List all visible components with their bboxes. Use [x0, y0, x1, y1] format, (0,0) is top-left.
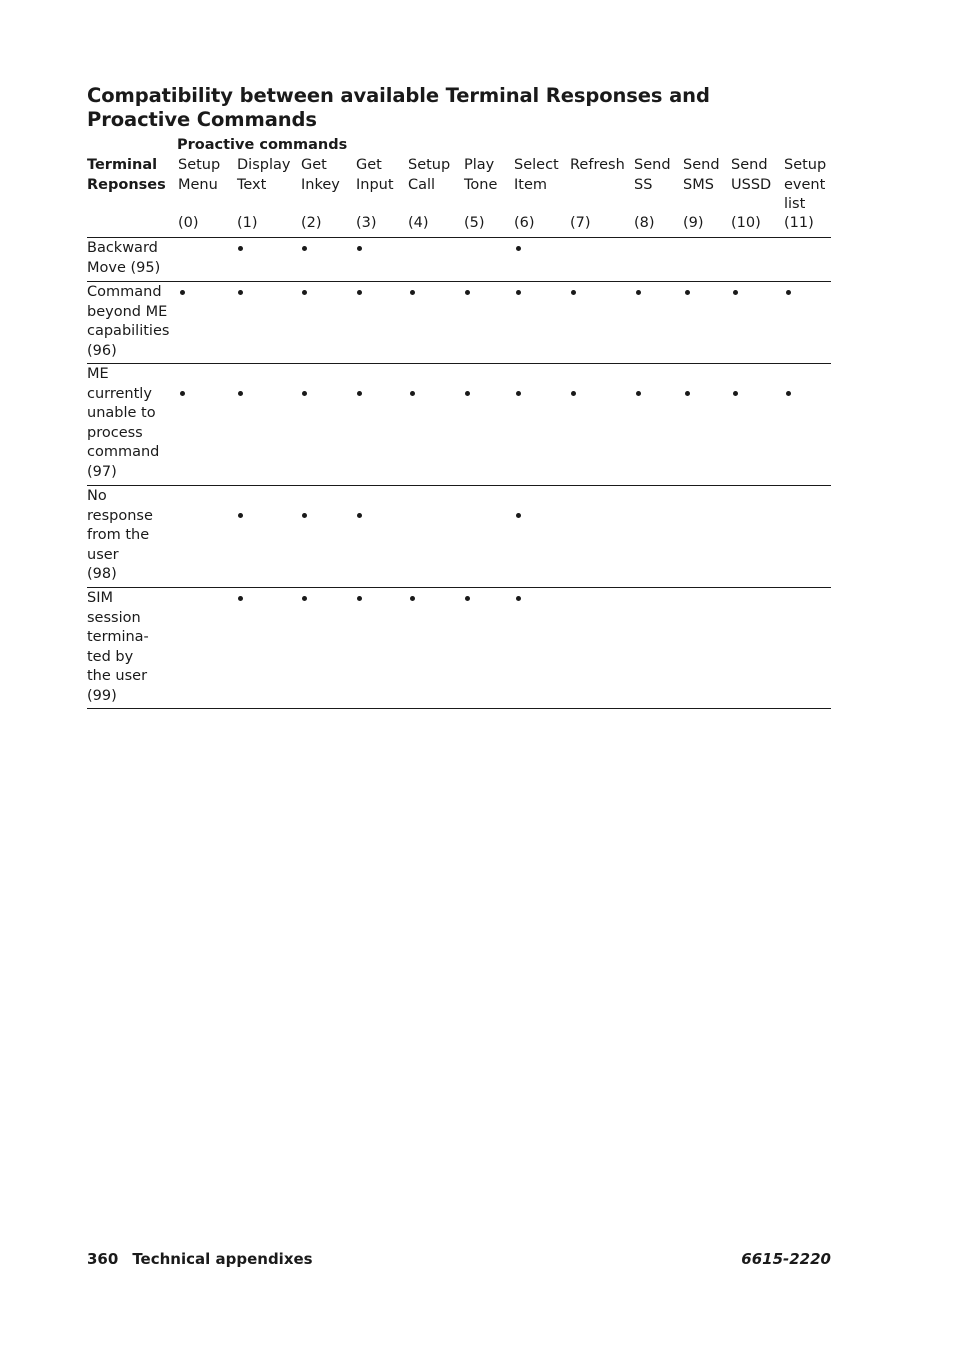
compatibility-bullet	[238, 246, 243, 251]
column-header: Refresh	[570, 157, 625, 173]
compatibility-bullet	[238, 391, 243, 396]
row-label: ME currently unable to process command (97)	[87, 366, 160, 480]
compatibility-bullet	[636, 391, 641, 396]
compatibility-bullet	[516, 513, 521, 518]
compatibility-bullet	[571, 391, 576, 396]
compatibility-bullet	[357, 596, 362, 601]
column-header: Get Input	[356, 157, 394, 193]
column-header: Setup event list	[784, 157, 827, 212]
section-name: Technical appendixes	[132, 1250, 313, 1268]
compatibility-bullet	[786, 290, 791, 295]
compatibility-bullet	[685, 391, 690, 396]
column-code: (10)	[731, 215, 761, 231]
row-divider	[87, 237, 831, 238]
column-code: (2)	[301, 215, 322, 231]
compatibility-bullet	[302, 246, 307, 251]
column-header: Setup Menu	[178, 157, 221, 193]
page-title	[87, 84, 727, 132]
compatibility-bullet	[786, 391, 791, 396]
row-label: Backward Move (95)	[87, 240, 161, 276]
page-title-line-2: Proactive Commands	[87, 108, 317, 131]
page-title-line-1: Compatibility between available Terminal Responses and	[87, 84, 710, 107]
proactive-commands-header: Proactive commands	[177, 137, 348, 153]
column-header: Get Inkey	[301, 157, 340, 193]
column-code: (8)	[634, 215, 655, 231]
page-number: 360	[87, 1250, 119, 1268]
terminal-responses-header: Terminal Reponses	[87, 157, 166, 193]
compatibility-bullet	[238, 513, 243, 518]
column-code: (7)	[570, 215, 591, 231]
document-code: 6615-2220	[741, 1250, 831, 1268]
compatibility-bullet	[516, 246, 521, 251]
row-label: No response from the user (98)	[87, 488, 153, 582]
column-header: Display Text	[237, 157, 291, 193]
compatibility-bullet	[357, 513, 362, 518]
compatibility-bullet	[302, 513, 307, 518]
row-label: Command beyond ME capabilities (96)	[87, 284, 170, 359]
compatibility-bullet	[733, 391, 738, 396]
compatibility-bullet	[180, 290, 185, 295]
column-code: (11)	[784, 215, 814, 231]
column-code: (4)	[408, 215, 429, 231]
column-header: Send USSD	[731, 157, 772, 193]
column-header: Play Tone	[464, 157, 498, 193]
compatibility-bullet	[465, 290, 470, 295]
compatibility-bullet	[465, 391, 470, 396]
compatibility-bullet	[357, 246, 362, 251]
compatibility-bullet	[302, 290, 307, 295]
compatibility-bullet	[516, 391, 521, 396]
compatibility-bullet	[238, 290, 243, 295]
compatibility-bullet	[636, 290, 641, 295]
column-header: Select Item	[514, 157, 559, 193]
compatibility-bullet	[733, 290, 738, 295]
compatibility-bullet	[571, 290, 576, 295]
column-code: (6)	[514, 215, 535, 231]
row-divider	[87, 485, 831, 486]
column-header: Send SS	[634, 157, 671, 193]
row-divider	[87, 281, 831, 282]
compatibility-bullet	[410, 391, 415, 396]
row-divider	[87, 363, 831, 364]
compatibility-bullet	[357, 391, 362, 396]
compatibility-bullet	[516, 596, 521, 601]
compatibility-bullet	[685, 290, 690, 295]
column-code: (3)	[356, 215, 377, 231]
compatibility-bullet	[410, 290, 415, 295]
compatibility-bullet	[302, 596, 307, 601]
compatibility-bullet	[357, 290, 362, 295]
footer-left	[87, 1250, 313, 1268]
compatibility-bullet	[465, 596, 470, 601]
compatibility-bullet	[238, 596, 243, 601]
column-code: (5)	[464, 215, 485, 231]
compatibility-bullet	[302, 391, 307, 396]
column-header: Setup Call	[408, 157, 451, 193]
compatibility-bullet	[516, 290, 521, 295]
compatibility-bullet	[180, 391, 185, 396]
column-code: (1)	[237, 215, 258, 231]
compatibility-bullet	[410, 596, 415, 601]
row-divider	[87, 708, 831, 709]
column-header: Send SMS	[683, 157, 720, 193]
column-code: (9)	[683, 215, 704, 231]
row-label: SIM session termina- ted by the user (99)	[87, 590, 149, 704]
row-divider	[87, 587, 831, 588]
column-code: (0)	[178, 215, 199, 231]
